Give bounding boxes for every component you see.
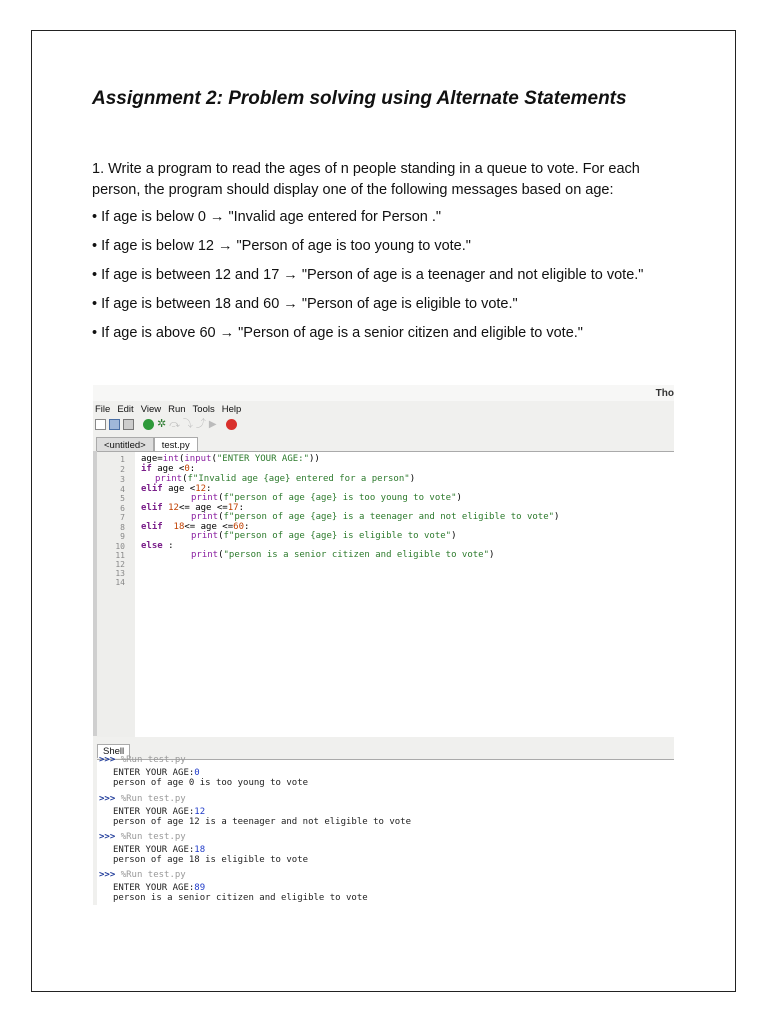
line-number: 14 (115, 578, 125, 587)
step-over-icon[interactable]: ⤼ (169, 419, 180, 430)
line-number: 4 (120, 485, 125, 494)
shell-input-line: ENTER YOUR AGE:89 (113, 883, 206, 893)
menu-tools[interactable]: Tools (192, 404, 215, 415)
line-number: 11 (115, 551, 125, 560)
menu-bar (95, 404, 241, 415)
line-number: 12 (115, 560, 125, 569)
line-number: 2 (120, 465, 125, 474)
shell-output-line: person of age 12 is a teenager and not eligible to vote (113, 817, 412, 827)
shell-output-line: person of age 18 is eligible to vote (113, 855, 309, 865)
toolbar (95, 419, 237, 430)
shell-output[interactable] (97, 755, 674, 905)
line-number: 7 (120, 513, 125, 522)
code-line: age=int(input("ENTER YOUR AGE:")) (141, 454, 320, 464)
code-line: if age <0: (141, 464, 196, 474)
resume-icon[interactable]: ▶ (208, 419, 217, 430)
menu-edit[interactable]: Edit (117, 404, 134, 415)
line-number: 8 (120, 523, 125, 532)
shell-input-line: ENTER YOUR AGE:12 (113, 807, 206, 817)
window-title-bar (93, 385, 674, 401)
shell-output-line: person is a senior citizen and eligible to vote (113, 893, 368, 903)
question-text: 1. Write a program to read the ages of n people standing in a queue to vote. For each person, the program should display one of the following messages based on age: (92, 161, 640, 198)
bullet-12-to-17: • If age is between 12 and 17 → "Person of age is a teenager and not eligible to vote." (92, 267, 644, 283)
window-title: Tho (655, 388, 674, 399)
line-number: 3 (120, 475, 125, 484)
line-number-gutter (97, 452, 135, 737)
line-number: 10 (115, 542, 125, 551)
new-file-icon[interactable] (95, 419, 106, 430)
code-line: else : (141, 541, 174, 551)
line-number: 6 (120, 504, 125, 513)
code-line: print(f"person of age {age} is a teenager and not eligible to vote") (191, 512, 560, 522)
step-into-icon[interactable]: ⤵ (182, 419, 193, 430)
bullet-above-60: • If age is above 60 → "Person of age is a senior citizen and eligible to vote." (92, 325, 583, 341)
code-line: elif 18<= age <=60: (141, 522, 250, 532)
shell-command: >>> %Run test.py (99, 870, 186, 880)
shell-input-line: ENTER YOUR AGE:0 (113, 768, 200, 778)
tab-test-py[interactable]: test.py (154, 437, 198, 453)
ide-screenshot (93, 385, 674, 905)
shell-command: >>> %Run test.py (99, 832, 186, 842)
shell-output-line: person of age 0 is too young to vote (113, 778, 309, 788)
debug-icon[interactable]: ✲ (157, 418, 167, 430)
line-number: 13 (115, 569, 125, 578)
menu-file[interactable]: File (95, 404, 111, 415)
code-line: print("person is a senior citizen and eligible to vote") (191, 550, 495, 560)
menu-view[interactable]: View (140, 404, 162, 415)
code-editor[interactable] (97, 451, 674, 737)
line-number: 1 (120, 455, 125, 464)
save-icon[interactable] (123, 419, 134, 430)
code-line: print(f"Invalid age {age} entered for a person") (155, 474, 416, 484)
shell-input-line: ENTER YOUR AGE:18 (113, 845, 206, 855)
stop-icon[interactable] (226, 419, 237, 430)
tab-untitled[interactable]: <untitled> (96, 437, 154, 453)
code-line: elif 12<= age <=17: (141, 503, 244, 513)
bullet-below-0: • If age is below 0 → "Invalid age entered for Person ." (92, 209, 442, 225)
shell-command: >>> %Run test.py (99, 794, 186, 804)
shell-tab[interactable]: Shell (97, 744, 130, 758)
menu-help[interactable]: Help (221, 404, 242, 415)
assignment-title: Assignment 2: Problem solving using Alternate Statements (92, 88, 627, 109)
code-line: print(f"person of age {age} is too young to vote") (191, 493, 462, 503)
code-line: print(f"person of age {age} is eligible to vote") (191, 531, 457, 541)
shell-command: >>> %Run test.py (99, 755, 186, 765)
step-out-icon[interactable]: ⤴ (195, 419, 206, 430)
bullet-below-12: • If age is below 12 → "Person of age is too young to vote." (92, 238, 471, 254)
open-file-icon[interactable] (109, 419, 120, 430)
line-number: 5 (120, 494, 125, 503)
line-number: 9 (120, 532, 125, 541)
code-line: elif age <12: (141, 484, 212, 494)
bullet-18-to-60: • If age is between 18 and 60 → "Person of age is eligible to vote." (92, 296, 518, 312)
menu-run[interactable]: Run (168, 404, 186, 415)
run-icon[interactable] (143, 419, 154, 430)
